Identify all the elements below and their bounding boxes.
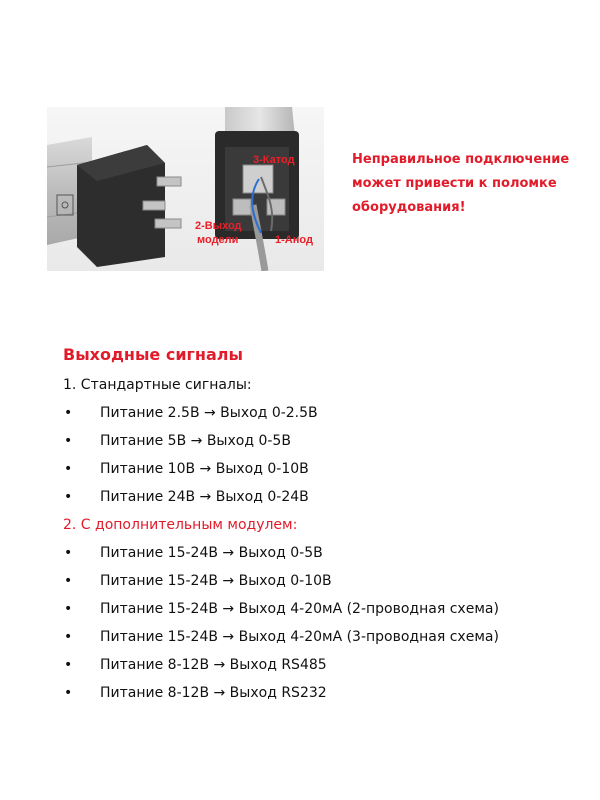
bullet-icon: • (64, 489, 73, 505)
bullet-icon: • (64, 657, 73, 673)
warning-line-2: может привести к поломке (352, 176, 557, 191)
list-item: • Питание 15-24В → Выход 4-20мА (3-проводная схема) (64, 629, 499, 645)
module-signals-title: 2. С дополнительным модулем: (63, 517, 298, 533)
pin-1 (157, 177, 181, 186)
list-item: • Питание 10В → Выход 0-10В (64, 461, 309, 477)
warning-line-1: Неправильное подключение (352, 152, 570, 167)
list-item: • Питание 8-12В → Выход RS232 (64, 685, 327, 701)
label-output-line2: модели (197, 234, 239, 246)
warning-line-3: оборудования! (352, 200, 466, 215)
list-item: • Питание 15-24В → Выход 0-10В (64, 573, 332, 589)
label-cathode: 3-Катод (253, 154, 295, 166)
list-item: • Питание 5В → Выход 0-5В (64, 433, 291, 449)
bullet-icon: • (64, 433, 73, 449)
list-item: • Питание 24В → Выход 0-24В (64, 489, 309, 505)
bullet-icon: • (64, 461, 73, 477)
label-anode: 1-Анод (275, 234, 313, 246)
warning-text (352, 148, 597, 220)
pin-2 (143, 201, 165, 210)
standard-signals-title: 1. Стандартные сигналы: (63, 377, 252, 393)
bullet-icon: • (64, 685, 73, 701)
bullet-icon: • (64, 405, 73, 421)
bullet-icon: • (64, 545, 73, 561)
section-heading: Выходные сигналы (63, 345, 243, 364)
label-output-line1: 2-Выход (195, 220, 242, 232)
bullet-icon: • (64, 573, 73, 589)
list-item: • Питание 15-24В → Выход 0-5В (64, 545, 323, 561)
pin-3 (155, 219, 181, 228)
bullet-icon: • (64, 629, 73, 645)
bullet-icon: • (64, 601, 73, 617)
list-item: • Питание 2.5В → Выход 0-2.5В (64, 405, 318, 421)
list-item: • Питание 15-24В → Выход 4-20мА (2-проводная схема) (64, 601, 499, 617)
product-photo (47, 107, 324, 271)
list-item: • Питание 8-12В → Выход RS485 (64, 657, 327, 673)
